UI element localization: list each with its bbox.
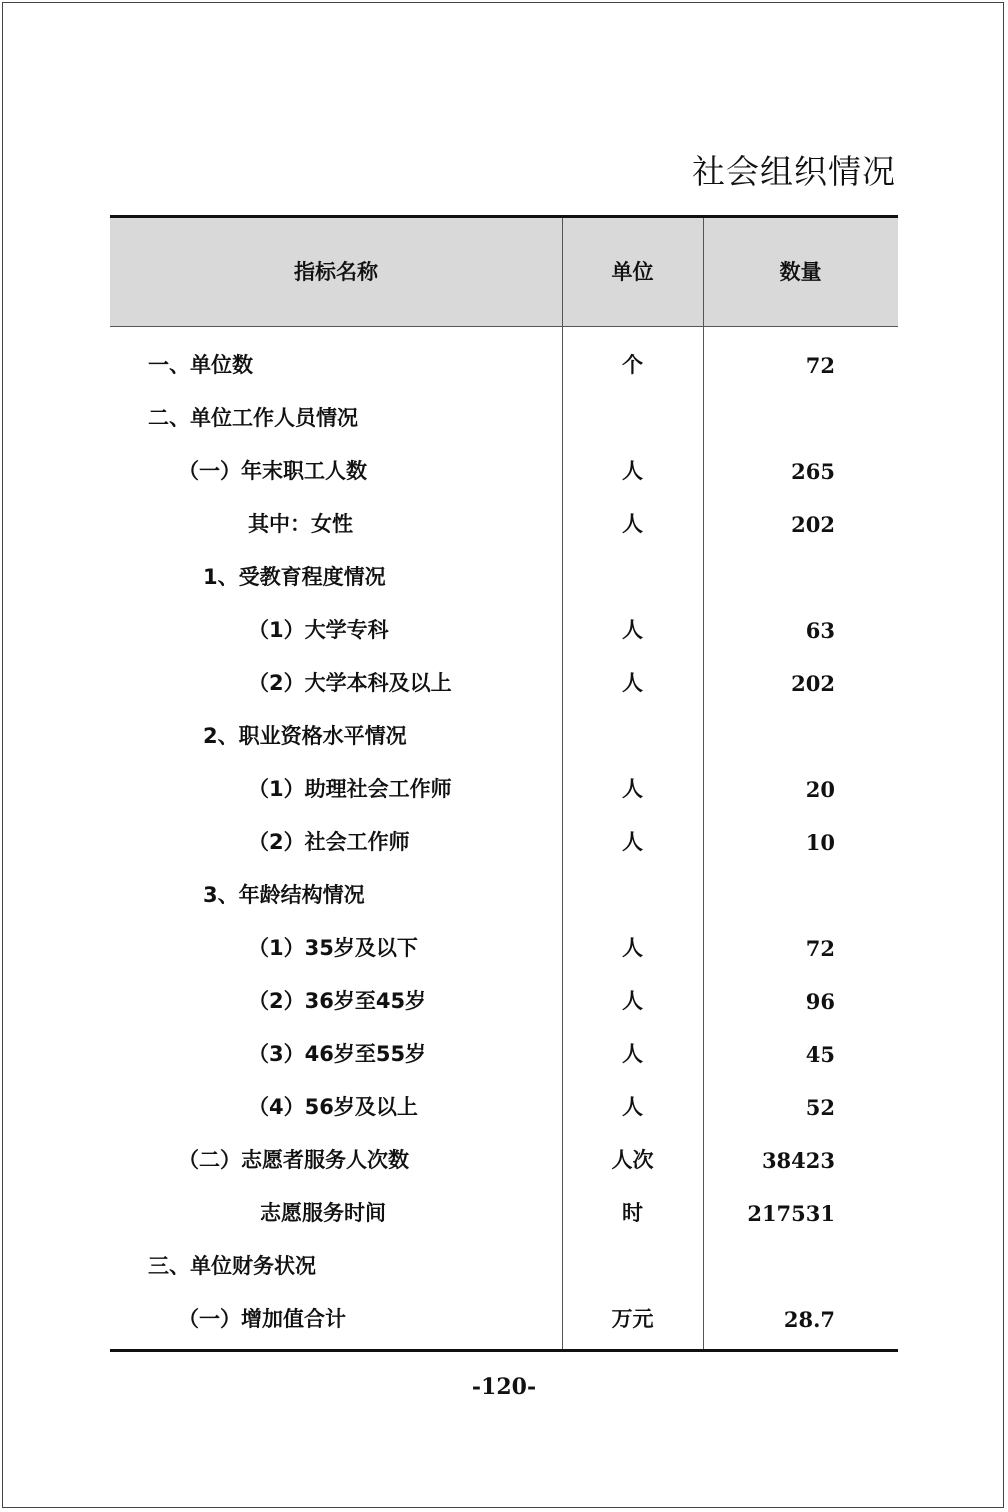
table-row <box>110 763 898 816</box>
row-value: 202 <box>791 512 835 537</box>
table-row <box>110 392 898 445</box>
row-name: 3、年龄结构情况 <box>203 883 365 907</box>
header-value: 数量 <box>779 260 822 284</box>
row-value: 202 <box>791 671 835 696</box>
row-unit: 人 <box>622 512 643 536</box>
row-value <box>703 1240 835 1293</box>
statistics-table <box>110 215 898 1352</box>
row-value: 10 <box>805 830 835 855</box>
row-unit <box>562 1240 703 1293</box>
row-name: （1）大学专科 <box>248 618 389 642</box>
row-value: 72 <box>805 936 835 961</box>
row-unit <box>562 392 703 445</box>
table-row <box>110 604 898 657</box>
row-name: （1）35岁及以下 <box>248 936 418 960</box>
row-name: （1）助理社会工作师 <box>248 777 452 801</box>
row-name: （4）56岁及以上 <box>248 1095 418 1119</box>
table-row <box>110 498 898 551</box>
row-value <box>703 392 835 445</box>
table-row <box>110 816 898 869</box>
table-row <box>110 1187 898 1240</box>
row-value: 52 <box>805 1095 835 1120</box>
row-name: 二、单位工作人员情况 <box>148 406 358 430</box>
page-title: 社会组织情况 <box>692 152 896 191</box>
header-name: 指标名称 <box>294 260 378 284</box>
row-name: （二）志愿者服务人次数 <box>178 1148 409 1172</box>
row-value: 96 <box>805 989 835 1014</box>
row-unit: 人 <box>622 936 643 960</box>
row-unit <box>562 869 703 922</box>
row-name: 2、职业资格水平情况 <box>203 724 407 748</box>
row-value: 28.7 <box>783 1307 835 1332</box>
row-value: 217531 <box>747 1201 835 1226</box>
row-unit: 人 <box>622 989 643 1013</box>
row-name: （2）大学本科及以上 <box>248 671 452 695</box>
row-name: （一）增加值合计 <box>178 1307 346 1331</box>
table-header <box>110 218 898 327</box>
table-row <box>110 445 898 498</box>
row-unit <box>562 551 703 604</box>
row-unit: 人 <box>622 1042 643 1066</box>
table-row <box>110 710 898 763</box>
table-row <box>110 975 898 1028</box>
table-row <box>110 1081 898 1134</box>
row-name: 三、单位财务状况 <box>148 1254 316 1278</box>
table-body <box>110 339 898 1346</box>
row-unit: 人 <box>622 618 643 642</box>
table-row <box>110 1134 898 1187</box>
row-unit: 人次 <box>611 1148 654 1172</box>
row-value: 63 <box>805 618 835 643</box>
row-value: 72 <box>805 353 835 378</box>
row-name: （2）36岁至45岁 <box>248 989 427 1013</box>
row-unit: 人 <box>622 671 643 695</box>
table-row <box>110 1028 898 1081</box>
row-unit: 万元 <box>611 1307 654 1331</box>
row-value: 45 <box>805 1042 835 1067</box>
row-name: （2）社会工作师 <box>248 830 410 854</box>
table-row <box>110 551 898 604</box>
table-row <box>110 1293 898 1346</box>
row-value: 20 <box>805 777 835 802</box>
header-unit: 单位 <box>611 260 654 284</box>
row-name: 志愿服务时间 <box>260 1201 386 1225</box>
row-unit: 个 <box>622 353 643 377</box>
row-value: 265 <box>791 459 835 484</box>
row-name: （3）46岁至55岁 <box>248 1042 427 1066</box>
table-row <box>110 657 898 710</box>
row-value <box>703 551 835 604</box>
table-row <box>110 1240 898 1293</box>
row-unit: 人 <box>622 459 643 483</box>
row-unit: 人 <box>622 1095 643 1119</box>
row-name: （一）年末职工人数 <box>178 459 367 483</box>
row-unit: 时 <box>622 1201 643 1225</box>
row-name: 一、单位数 <box>148 353 253 377</box>
table-row <box>110 339 898 392</box>
table-row <box>110 922 898 975</box>
table-row <box>110 869 898 922</box>
row-unit: 人 <box>622 777 643 801</box>
row-name: 1、受教育程度情况 <box>203 565 386 589</box>
row-name: 其中：女性 <box>248 512 353 536</box>
row-value <box>703 869 835 922</box>
row-value <box>703 710 835 763</box>
row-unit: 人 <box>622 830 643 854</box>
page-number: -120- <box>471 1374 537 1400</box>
row-unit <box>562 710 703 763</box>
row-value: 38423 <box>761 1148 835 1173</box>
